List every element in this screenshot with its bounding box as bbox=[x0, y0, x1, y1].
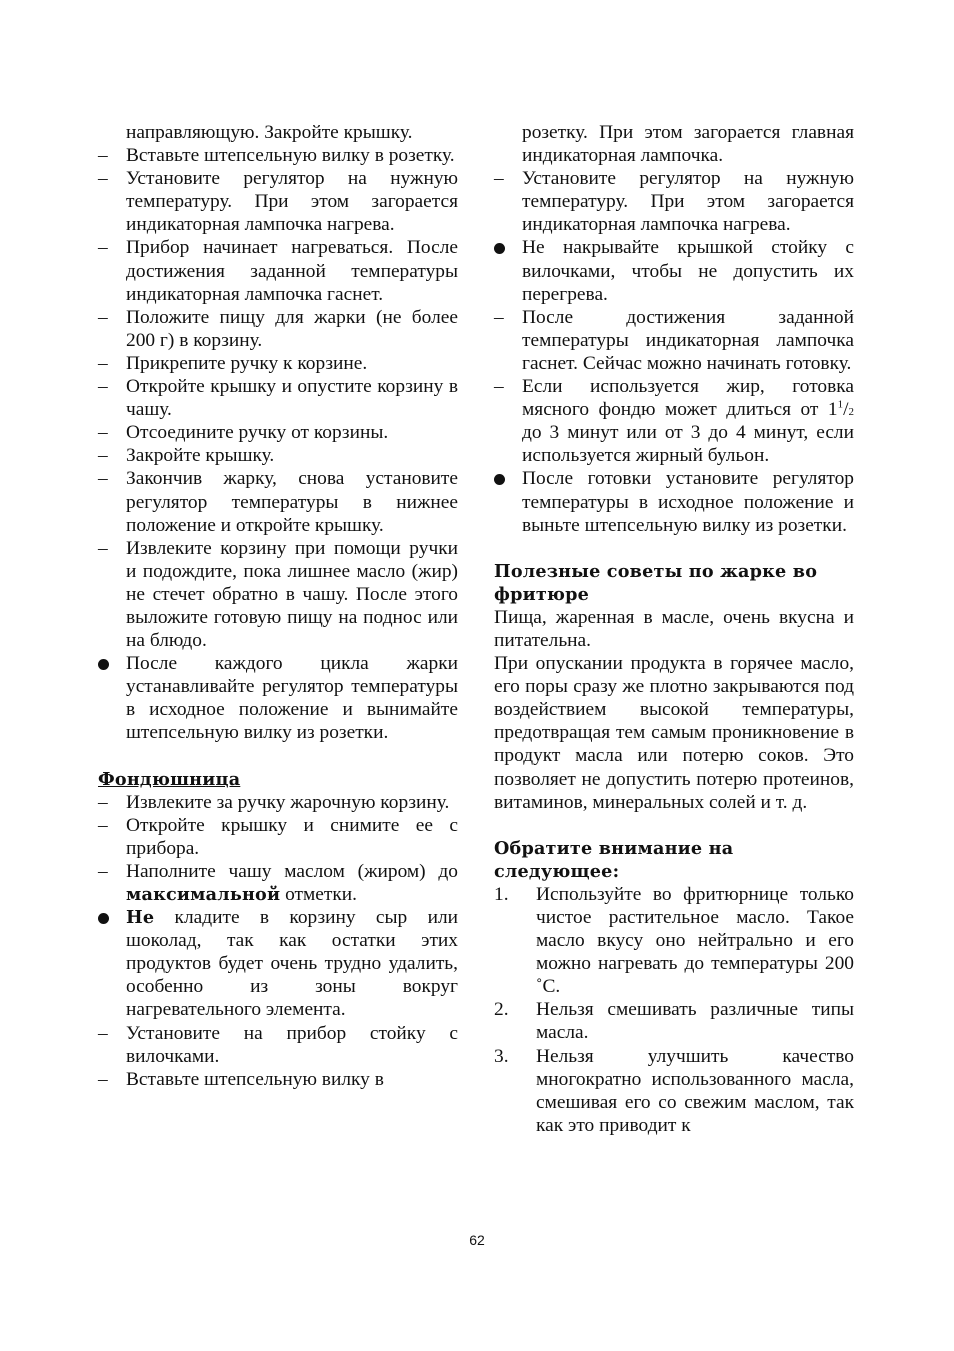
list-item: – Вставьте штепсельную вилку в bbox=[98, 1068, 384, 1090]
list-item: – Откройте крышку и опустите корзину в чашу. bbox=[98, 376, 458, 421]
bullet-icon bbox=[494, 236, 516, 260]
section-heading-note: Обратите внимание на следующее: bbox=[494, 837, 734, 882]
bullet-icon bbox=[98, 652, 120, 676]
warning-item: Не кладите в корзину сыр или шоколад, так как остатки этих продуктов будет очень трудно удалить, особенно из зоны вокруг нагревательного элемента. bbox=[98, 906, 458, 1021]
bullet-icon bbox=[98, 906, 120, 930]
continued-text: направляющую. Закройте крышку. bbox=[126, 122, 413, 143]
continued-text: розетку. При этом загорается главная индикаторная лампочка. bbox=[522, 122, 854, 167]
list-item: – Откройте крышку и снимите ее с прибора. bbox=[98, 814, 458, 859]
bullet-item: После готовки установите регулятор температуры в исходное положение и выньте штепсельную вилку из розетки. bbox=[494, 467, 854, 536]
right-column bbox=[494, 121, 854, 1137]
paragraph: Пища, жаренная в масле, очень вкусна и питательна. bbox=[494, 606, 854, 651]
list-item: – Закончив жарку, снова установите регулятор температуры в нижнее положение и откройте крышку. bbox=[98, 468, 458, 536]
bold-emphasis: Не bbox=[126, 907, 155, 929]
list-item: – Наполните чашу маслом (жиром) до максимальной отметки. bbox=[98, 860, 458, 905]
list-item: – Установите регулятор на нужную температуру. При этом загорается индикаторная лампочка нагрева. bbox=[98, 168, 458, 236]
left-column bbox=[98, 121, 458, 1091]
section-heading-tips: Полезные советы по жарке во фритюре bbox=[494, 560, 818, 605]
bullet-icon bbox=[494, 467, 516, 491]
bullet-item: Не накрывайте крышкой стойку с вилочками, чтобы не допустить их перегрева. bbox=[494, 236, 854, 305]
list-item: – Установите регулятор на нужную температуру. При этом загорается индикаторная лампочка нагрева. bbox=[494, 168, 854, 236]
numbered-item: 3. Нельзя улучшить качество многократно использованного масла, смешивая его со свежим маслом, так как это приводит к bbox=[494, 1045, 854, 1136]
list-item: – Положите пищу для жарки (не более 200 г) в корзину. bbox=[98, 306, 458, 351]
list-item: – Вставьте штепсельную вилку в розетку. bbox=[98, 145, 455, 167]
list-item: – Извлеките за ручку жарочную корзину. bbox=[98, 791, 450, 813]
list-item: – Установите на прибор стойку с вилочками. bbox=[98, 1022, 458, 1067]
page-number: 62 bbox=[469, 1232, 485, 1248]
list-item: – Закройте крышку. bbox=[98, 445, 275, 467]
numbered-item: 2. Нельзя смешивать различные типы масла. bbox=[494, 999, 854, 1044]
list-item: – После достижения заданной температуры индикаторная лампочка гаснет. Сейчас можно начинать готовку. bbox=[494, 306, 854, 374]
list-item: – Если используется жир, готовка мясного фондю может длиться от $1^1/2$ до 3 минут или от 3 до 4 минут, если используется жирный бульон. bbox=[494, 376, 854, 467]
bold-emphasis: максимальной bbox=[126, 884, 281, 905]
list-item: – Извлеките корзину при помощи ручки и подождите, пока лишнее масло (жир) не стечет обратно в чашу. После этого выложите готовую пищу на поднос или на блюдо. bbox=[98, 537, 458, 652]
list-item: – Прикрепите ручку к корзине. bbox=[98, 352, 368, 374]
paragraph: При опускании продукта в горячее масло, его поры сразу же плотно закрываются под воздействием высокой температуры, предотвращая тем самым проникновение в продукт масла или потерю соков. Это позволяет не допустить потерю протеинов, витаминов, минеральных солей и т. д. bbox=[494, 653, 854, 813]
list-item: – Прибор начинает нагреваться. После достижения заданной температуры индикаторная лампочка гаснет. bbox=[98, 237, 458, 305]
numbered-item: 1. Используйте во фритюрнице только чистое растительное масло. Такое масло вкусу оно нейтрально и его можно нагревать до температуры 200 ˚C. bbox=[494, 883, 854, 998]
bullet-item: После каждого цикла жарки устанавливайте регулятор температуры в исходное положение и вынимайте штепсельную вилку из розетки. bbox=[98, 652, 458, 744]
section-heading-fondue: Фондюшница bbox=[98, 768, 241, 790]
list-item: – Отсоедините ручку от корзины. bbox=[98, 422, 389, 444]
